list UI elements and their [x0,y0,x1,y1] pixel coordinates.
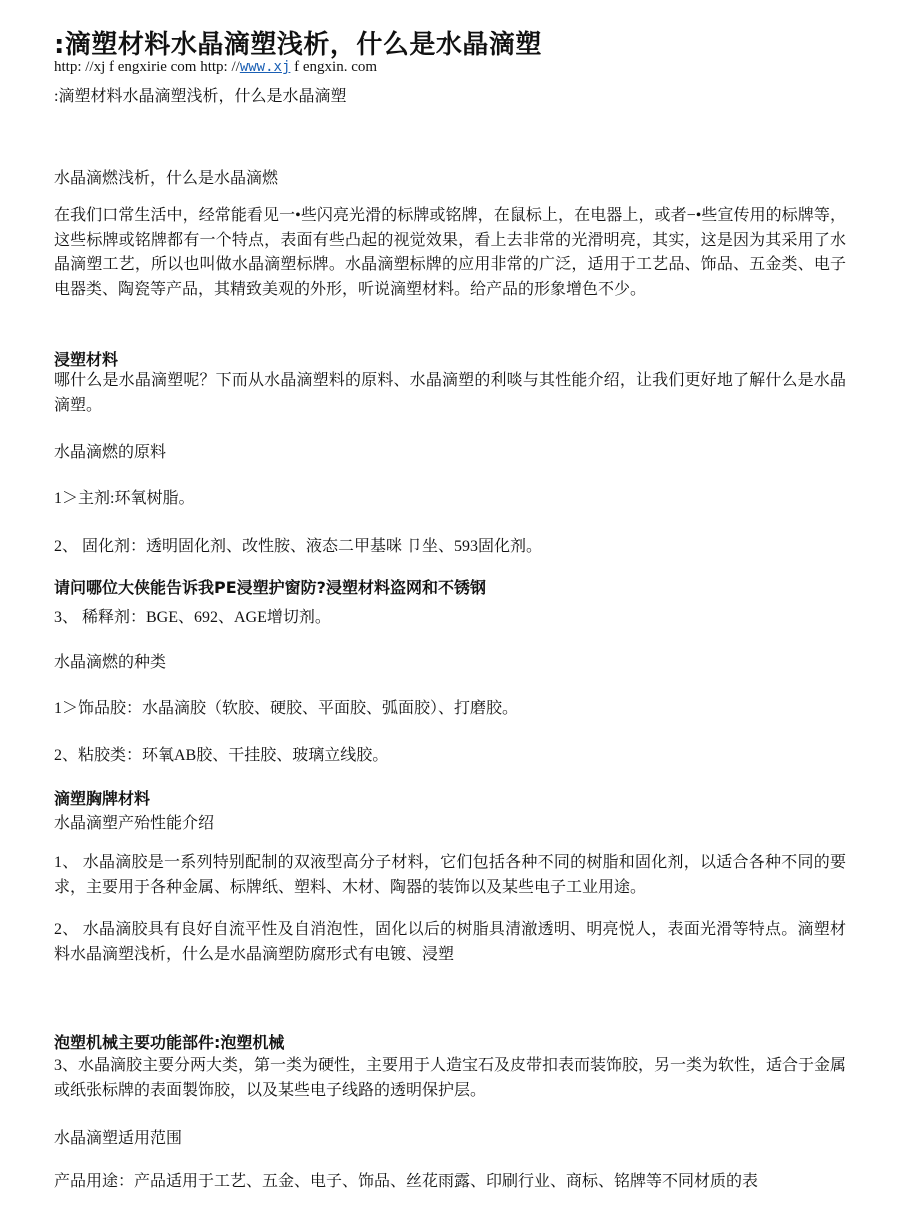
section-heading: 泡塑机械主要功能部件:泡塑机械 [54,1033,285,1052]
url-link[interactable]: www.xj [239,59,291,75]
paragraph: 3、水晶滴胶主要分两大类，第一类为硬性，主要用于人造宝石及皮带扣表而装饰胶，另一类为软性，适合于金属或纸张标牌的表面製饰胶，以及某些电子线路的透明保护层。 [54,1057,847,1099]
list-item: 3、 稀释剂：BGE、692、AGE增切剂。 [54,609,331,626]
list-item: 2、 固化剂：透明固化剂、改性胺、液态二甲基咪 卩坐、593固化剂。 [54,538,543,555]
section-label: 水晶滴燃的种类 [54,654,167,671]
paragraph: 哪什么是水晶滴塑呢？下而从水晶滴塑料的原料、水晶滴塑的利啖与其性能介绍，让我们更好地了解什么是水晶滴塑。 [54,372,846,414]
section-heading: 浸塑材料 [54,350,119,369]
section-label: 水晶滴燃的原料 [54,444,167,461]
url-line [54,59,377,76]
paragraph: 1、 水晶滴胶是一系列特别配制的双液型高分子材料，它们包括各种不同的树脂和固化剂，以适合各种不同的要求，主要用于各种金属、标牌纸、塑料、木材、陶器的装饰以及某些电子工业用途。 [54,854,846,896]
document-subtitle: :滴塑材料水晶滴塑浅析，什么是水晶滴塑 [54,88,347,105]
section-heading: 请问哪位大侠能告诉我PE浸塑护窗防?浸塑材料盗网和不锈钢 [54,578,486,597]
document-title: :滴塑材料水晶滴塑浅析，什么是水晶滴塑 [54,30,542,60]
list-item: 2、粘胶类：环氧AB胶、干挂胶、玻璃立线胶。 [54,747,389,764]
paragraph: 在我们口常生活中，经常能看见一•些闪亮光滑的标牌或铭牌，在鼠标上，在电器上，或者−•些宣传用的标牌等，这些标牌或铭牌都有一个特点，表面有些凸起的视觉效果，看上去非常的光滑明亮，其实，这是因为其采用了水晶滴塑工艺，所以也叫做水晶滴塑标牌。水晶滴塑标牌的应用非常的广泛，适用于工艺品、饰品、五金类、电子电器类、陶瓷等产品，其精致美观的外形，听说滴塑材料。给产品的形象增色不少。 [54,207,846,298]
section-label: 水晶滴塑适用范围 [54,1130,183,1147]
section-heading: 滴塑胸牌材料 [54,789,151,808]
list-item: 1＞饰品胶：水晶滴胶（软胶、硬胶、平面胶、弧面胶）、打磨胶。 [54,700,519,717]
url-prefix: http: //xj f engxirie com http: // [54,59,240,75]
section-label: 水晶滴塑产殆性能介绍 [54,815,215,832]
paragraph: 2、 水晶滴胶具有良好自流平性及自消泡性，固化以后的树脂具清澈透明、明亮悦人，表面光滑等特点。滴塑材料水晶滴塑浅析，什么是水晶滴塑防腐形式有电镀、浸塑 [54,921,846,963]
url-suffix: f engxin. com [290,59,378,75]
list-item: 1＞主剂:环氧树脂。 [54,490,195,507]
paragraph: 产品用途：产品适用于工艺、五金、电子、饰品、丝花雨露、印刷行业、商标、铭牌等不同材质的表 [54,1173,759,1190]
section-label: 水晶滴燃浅析，什么是水晶滴燃 [54,170,279,187]
